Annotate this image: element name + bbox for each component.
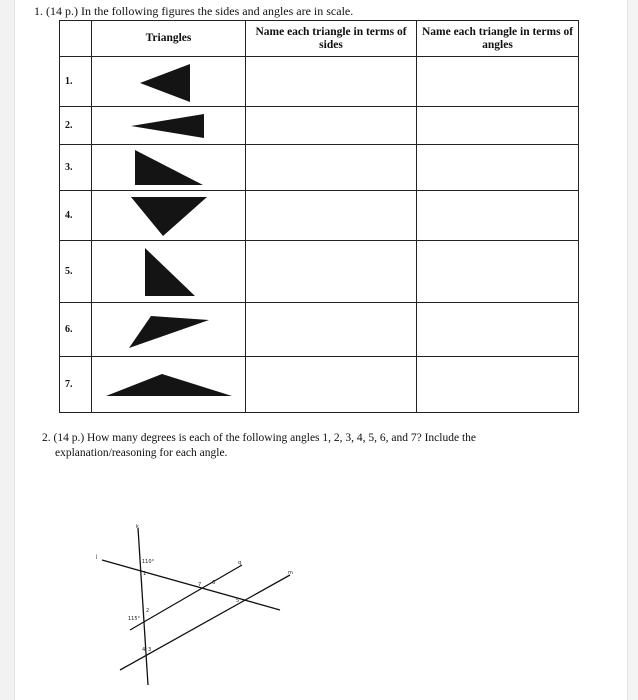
- triangle-figure-4: [92, 191, 246, 241]
- triangle-figure-5: [92, 241, 246, 303]
- table-row: [60, 57, 579, 107]
- answer-sides-cell[interactable]: [246, 145, 417, 191]
- answer-angles-cell[interactable]: [417, 107, 579, 145]
- question-2-line-2: explanation/reasoning for each angle.: [55, 447, 228, 459]
- label-line-q: q: [238, 560, 242, 566]
- table-row: [60, 303, 579, 357]
- triangles-table: [59, 20, 578, 413]
- row-number: 1.: [60, 57, 92, 107]
- table-row: [60, 241, 579, 303]
- label-angle-110: 110°: [142, 559, 155, 565]
- table-row: [60, 357, 579, 413]
- label-line-k: k: [136, 524, 139, 530]
- transversal-line-q: [130, 565, 242, 630]
- table-row: [60, 191, 579, 241]
- triangle-figure-6: [92, 303, 246, 357]
- label-angle-6: 6: [212, 580, 216, 586]
- answer-angles-cell[interactable]: [417, 241, 579, 303]
- row-number: 2.: [60, 107, 92, 145]
- triangle-figure-3: [92, 145, 246, 191]
- triangle-figure-2: [92, 107, 246, 145]
- page-edge-left: [0, 0, 15, 700]
- label-angle-3: 3: [148, 647, 152, 653]
- answer-sides-cell[interactable]: [246, 303, 417, 357]
- label-angle-4: 4: [142, 647, 146, 653]
- table-row: [60, 107, 579, 145]
- question-1-text: 1. (14 p.) In the following figures the sides and angles are in scale.: [34, 4, 354, 18]
- header-by-angles: Name each triangle in terms of angles: [417, 21, 579, 57]
- label-angle-2: 2: [146, 608, 150, 614]
- answer-sides-cell[interactable]: [246, 107, 417, 145]
- page-edge-right: [627, 0, 638, 700]
- answer-sides-cell[interactable]: [246, 191, 417, 241]
- answer-angles-cell[interactable]: [417, 145, 579, 191]
- label-angle-7: 7: [198, 582, 202, 588]
- transversal-line-k: [138, 528, 148, 685]
- row-number: 3.: [60, 145, 92, 191]
- question-2-line-1: 2. (14 p.) How many degrees is each of the following angles 1, 2, 3, 4, 5, 6, and 7? Include the: [42, 432, 477, 444]
- triangle-figure-1: [92, 57, 246, 107]
- label-angle-5: 5: [236, 598, 240, 604]
- answer-angles-cell[interactable]: [417, 57, 579, 107]
- answer-angles-cell[interactable]: [417, 357, 579, 413]
- label-angle-1: 1: [143, 571, 147, 577]
- answer-sides-cell[interactable]: [246, 241, 417, 303]
- header-by-sides: Name each triangle in terms of sides: [246, 21, 417, 57]
- row-number: 5.: [60, 241, 92, 303]
- parallel-lines-diagram: [90, 520, 310, 690]
- question-2-text: [42, 431, 562, 461]
- answer-angles-cell[interactable]: [417, 303, 579, 357]
- label-line-j: j: [96, 554, 98, 560]
- row-number: 4.: [60, 191, 92, 241]
- header-number: [60, 21, 92, 57]
- label-line-m: m: [288, 570, 293, 576]
- answer-angles-cell[interactable]: [417, 191, 579, 241]
- table-header-row: [60, 21, 579, 57]
- header-triangles: Triangles: [92, 21, 246, 57]
- row-number: 6.: [60, 303, 92, 357]
- answer-sides-cell[interactable]: [246, 357, 417, 413]
- label-angle-115: 115°: [128, 616, 141, 622]
- row-number: 7.: [60, 357, 92, 413]
- answer-sides-cell[interactable]: [246, 57, 417, 107]
- transversal-line-j: [102, 560, 280, 610]
- triangle-figure-7: [92, 357, 246, 413]
- table-row: [60, 145, 579, 191]
